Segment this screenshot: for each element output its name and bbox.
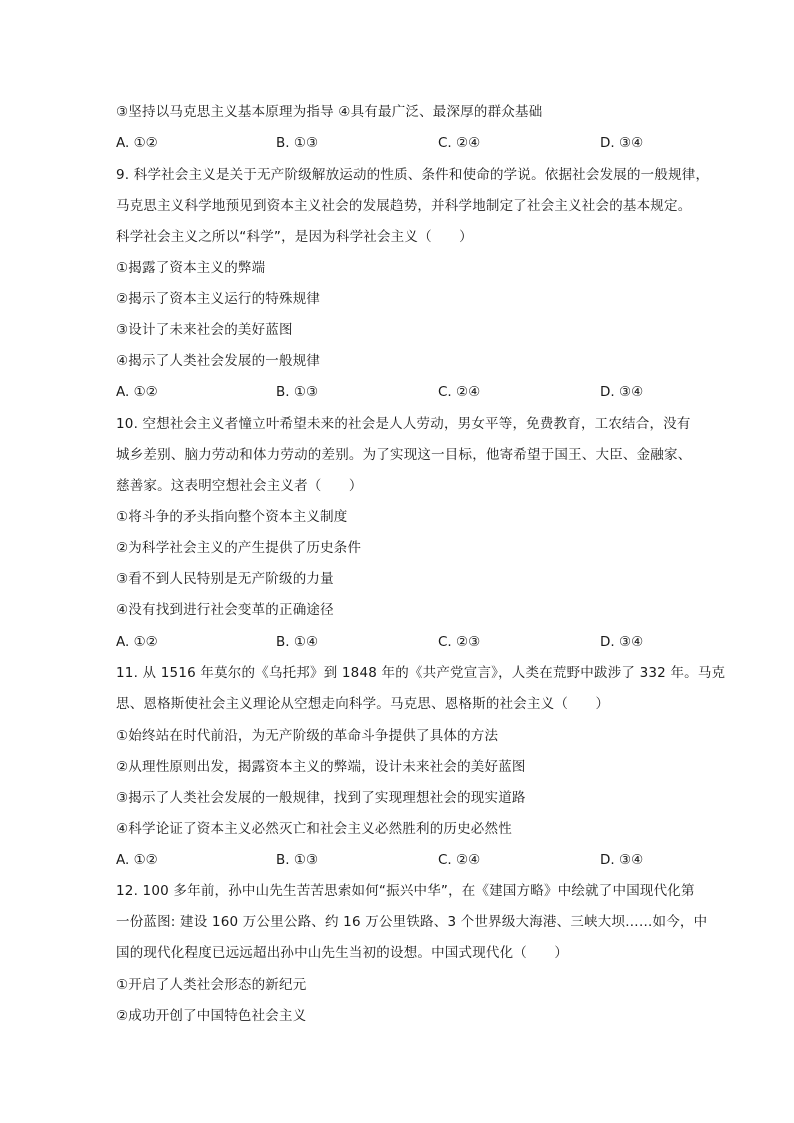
q9-stem-line-1: 9. 科学社会主义是关于无产阶级解放运动的性质、条件和使命的学说。依据社会发展的一般规律， [116,167,710,183]
q9-option-b: B. ①③ [276,384,319,400]
q11-stem-line-1: 11. 从 1516 年莫尔的《乌托邦》到 1848 年的《共产党宣言》，人类在荒野中跋涉了 332 年。马克 [116,665,726,681]
q11-item-1: ①始终站在时代前沿，为无产阶级的革命斗争提供了具体的方法 [116,728,499,744]
q11-item-3: ③揭示了人类社会发展的一般规律，找到了实现理想社会的现实道路 [116,790,526,806]
q11-item-2: ②从理性原则出发，揭露资本主义的弊端，设计未来社会的美好蓝图 [116,759,526,775]
q10-item-4: ④没有找到进行社会变革的正确途径 [116,602,334,618]
q12-item-2: ②成功开创了中国特色社会主义 [116,1008,307,1024]
q11-option-c: C. ②④ [438,852,481,868]
q10-stem-line-1: 10. 空想社会主义者憧立叶希望未来的社会是人人劳动，男女平等，免费教育，工农结合，没有 [116,416,691,432]
q9-item-2: ②揭示了资本主义运行的特殊规律 [116,291,321,307]
q10-option-c: C. ②③ [438,634,481,650]
q9-stem-line-3: 科学社会主义之所以“科学”，是因为科学社会主义（ ） [116,229,473,245]
q9-item-1: ①揭露了资本主义的弊端 [116,260,266,276]
q9-option-c: C. ②④ [438,384,481,400]
q9-stem-line-2: 马克思主义科学地预见到资本主义社会的发展趋势，并科学地制定了社会主义社会的基本规定。 [116,198,692,214]
q12-stem-line-3: 国的现代化程度已远远超出孙中山先生当初的设想。中国式现代化（ ） [116,945,569,961]
q8-option-d: D. ③④ [600,135,644,151]
q9-options [116,382,706,402]
q9-option-a: A. ①② [116,384,158,400]
q11-options [116,850,706,870]
q11-stem-line-2: 思、恩格斯使社会主义理论从空想走向科学。马克思、恩格斯的社会主义（ ） [116,696,610,712]
q8-item-3-4: ③坚持以马克思主义基本原理为指导 ④具有最广泛、最深厚的群众基础 [116,104,543,120]
q8-options [116,133,706,153]
q9-option-d: D. ③④ [600,384,644,400]
q11-option-b: B. ①③ [276,852,319,868]
q9-item-3: ③设计了未来社会的美好蓝图 [116,322,293,338]
q11-item-4: ④科学论证了资本主义必然灭亡和社会主义必然胜利的历史必然性 [116,821,512,837]
q12-item-1: ①开启了人类社会形态的新纪元 [116,977,307,993]
q8-option-c: C. ②④ [438,135,481,151]
q11-option-d: D. ③④ [600,852,644,868]
q10-options [116,632,706,652]
q12-stem-line-1: 12. 100 多年前，孙中山先生苦苦思索如何“振兴中华”，在《建国方略》中绘就了中国现代化第 [116,883,695,899]
q10-item-2: ②为科学社会主义的产生提供了历史条件 [116,540,362,556]
q10-option-d: D. ③④ [600,634,644,650]
q10-option-b: B. ①④ [276,634,319,650]
q9-item-4: ④揭示了人类社会发展的一般规律 [116,353,321,369]
q11-option-a: A. ①② [116,852,158,868]
q12-stem-line-2: 一份蓝图: 建设 160 万公里公路、约 16 万公里铁路、3 个世界级大海港、三峡大坝……如今，中 [116,914,708,930]
q10-stem-line-3: 慈善家。这表明空想社会主义者（ ） [116,478,363,494]
q10-option-a: A. ①② [116,634,158,650]
q10-item-3: ③看不到人民特别是无产阶级的力量 [116,571,334,587]
q10-item-1: ①将斗争的矛头指向整个资本主义制度 [116,509,348,525]
q8-option-b: B. ①③ [276,135,319,151]
q10-stem-line-2: 城乡差别、脑力劳动和体力劳动的差别。为了实现这一目标，他寄希望于国王、大臣、金融家、 [116,447,692,463]
q8-option-a: A. ①② [116,135,158,151]
